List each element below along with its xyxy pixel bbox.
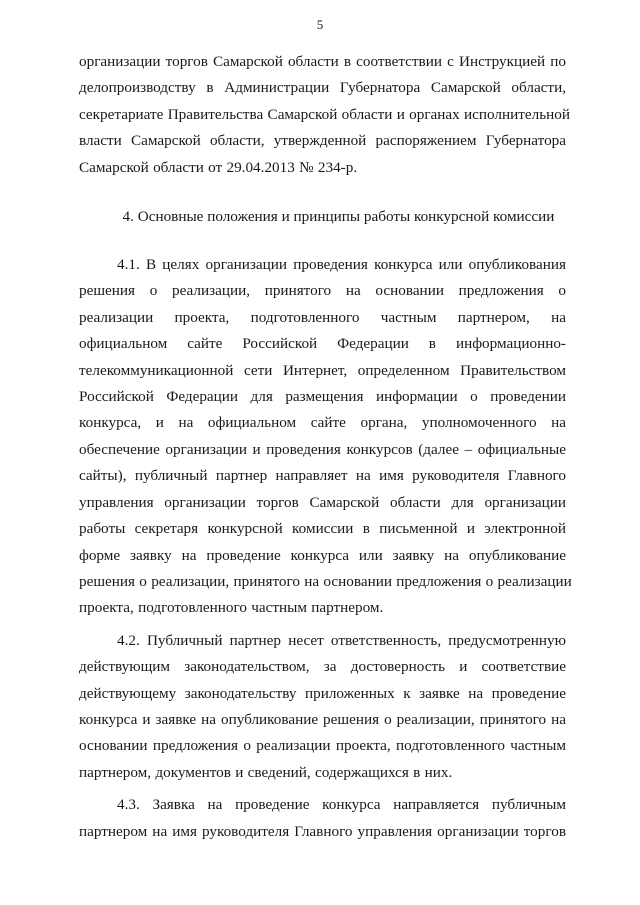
paragraph-4-2 [79, 628, 566, 786]
intro-paragraph [79, 49, 571, 181]
text-line: 4.3. Заявка на проведение конкурса направляется публичным [117, 796, 566, 814]
text-line: управления организации торгов Самарской области для организации [79, 493, 566, 511]
text-line: организации торгов Самарской области в соответствии с Инструкцией по [79, 53, 566, 70]
text-line: сайты), публичный партнер направляет на имя руководителя Главного [79, 467, 566, 485]
text-line: телекоммуникационной сети Интернет, определенном Правительством [79, 361, 566, 379]
text-line: 4.2. Публичный партнер несет ответственность, предусмотренную [117, 631, 566, 649]
text-line: секретариате Правительства Самарской области и органах исполнительной [79, 105, 571, 123]
text-line: Российской Федерации для размещения информации о проведении [79, 388, 566, 406]
paragraph-4-3 [79, 792, 566, 845]
text-line: партнером, документов и сведений, содержащихся в них. [79, 763, 453, 781]
text-line: официальном сайте Российской Федерации в информационно- [79, 335, 566, 353]
text-line: форме заявку на проведение конкурса или заявку на опубликование [79, 546, 566, 564]
text-line: действующему законодательству приложенных к заявке на проведение [79, 684, 566, 702]
text-line: проекта, подготовленного частным партнером. [79, 599, 384, 617]
text-line: 4.1. В целях организации проведения конкурса или опубликования [117, 256, 566, 274]
text-line: власти Самарской области, утвержденной распоряжением Губернатора [79, 132, 566, 150]
text-line: Самарской области от 29.04.2013 № 234-р. [79, 158, 358, 176]
text-line: реализации проекта, подготовленного частным партнером, на [79, 308, 566, 326]
text-line: обеспечение организации и проведения конкурсов (далее – официальные [79, 440, 566, 458]
text-line: работы секретаря конкурсной комиссии в письменной и электронной [79, 520, 566, 538]
text-line: основании предложения о реализации проекта, подготовленного частным [79, 737, 566, 755]
text-line: решения о реализации, принятого на основании предложения о [79, 282, 566, 300]
section-heading: 4. Основные положения и принципы работы конкурсной комиссии [122, 208, 555, 226]
page-number: 5 [316, 17, 324, 32]
text-line: конкурса, и на официальном сайте органа, уполномоченного на [79, 414, 566, 432]
text-line: делопроизводству в Администрации Губернатора Самарской области, [79, 79, 566, 97]
paragraph-4-1 [79, 252, 572, 622]
text-line: партнером на имя руководителя Главного управления организации торгов [79, 822, 566, 840]
document-body [79, 49, 572, 845]
text-line: решения о реализации, принятого на основании предложения о реализации [79, 572, 572, 590]
text-line: конкурса и заявке на опубликование решения о реализации, принятого на [79, 710, 566, 728]
text-line: действующим законодательством, за достоверность и соответствие [79, 658, 566, 676]
